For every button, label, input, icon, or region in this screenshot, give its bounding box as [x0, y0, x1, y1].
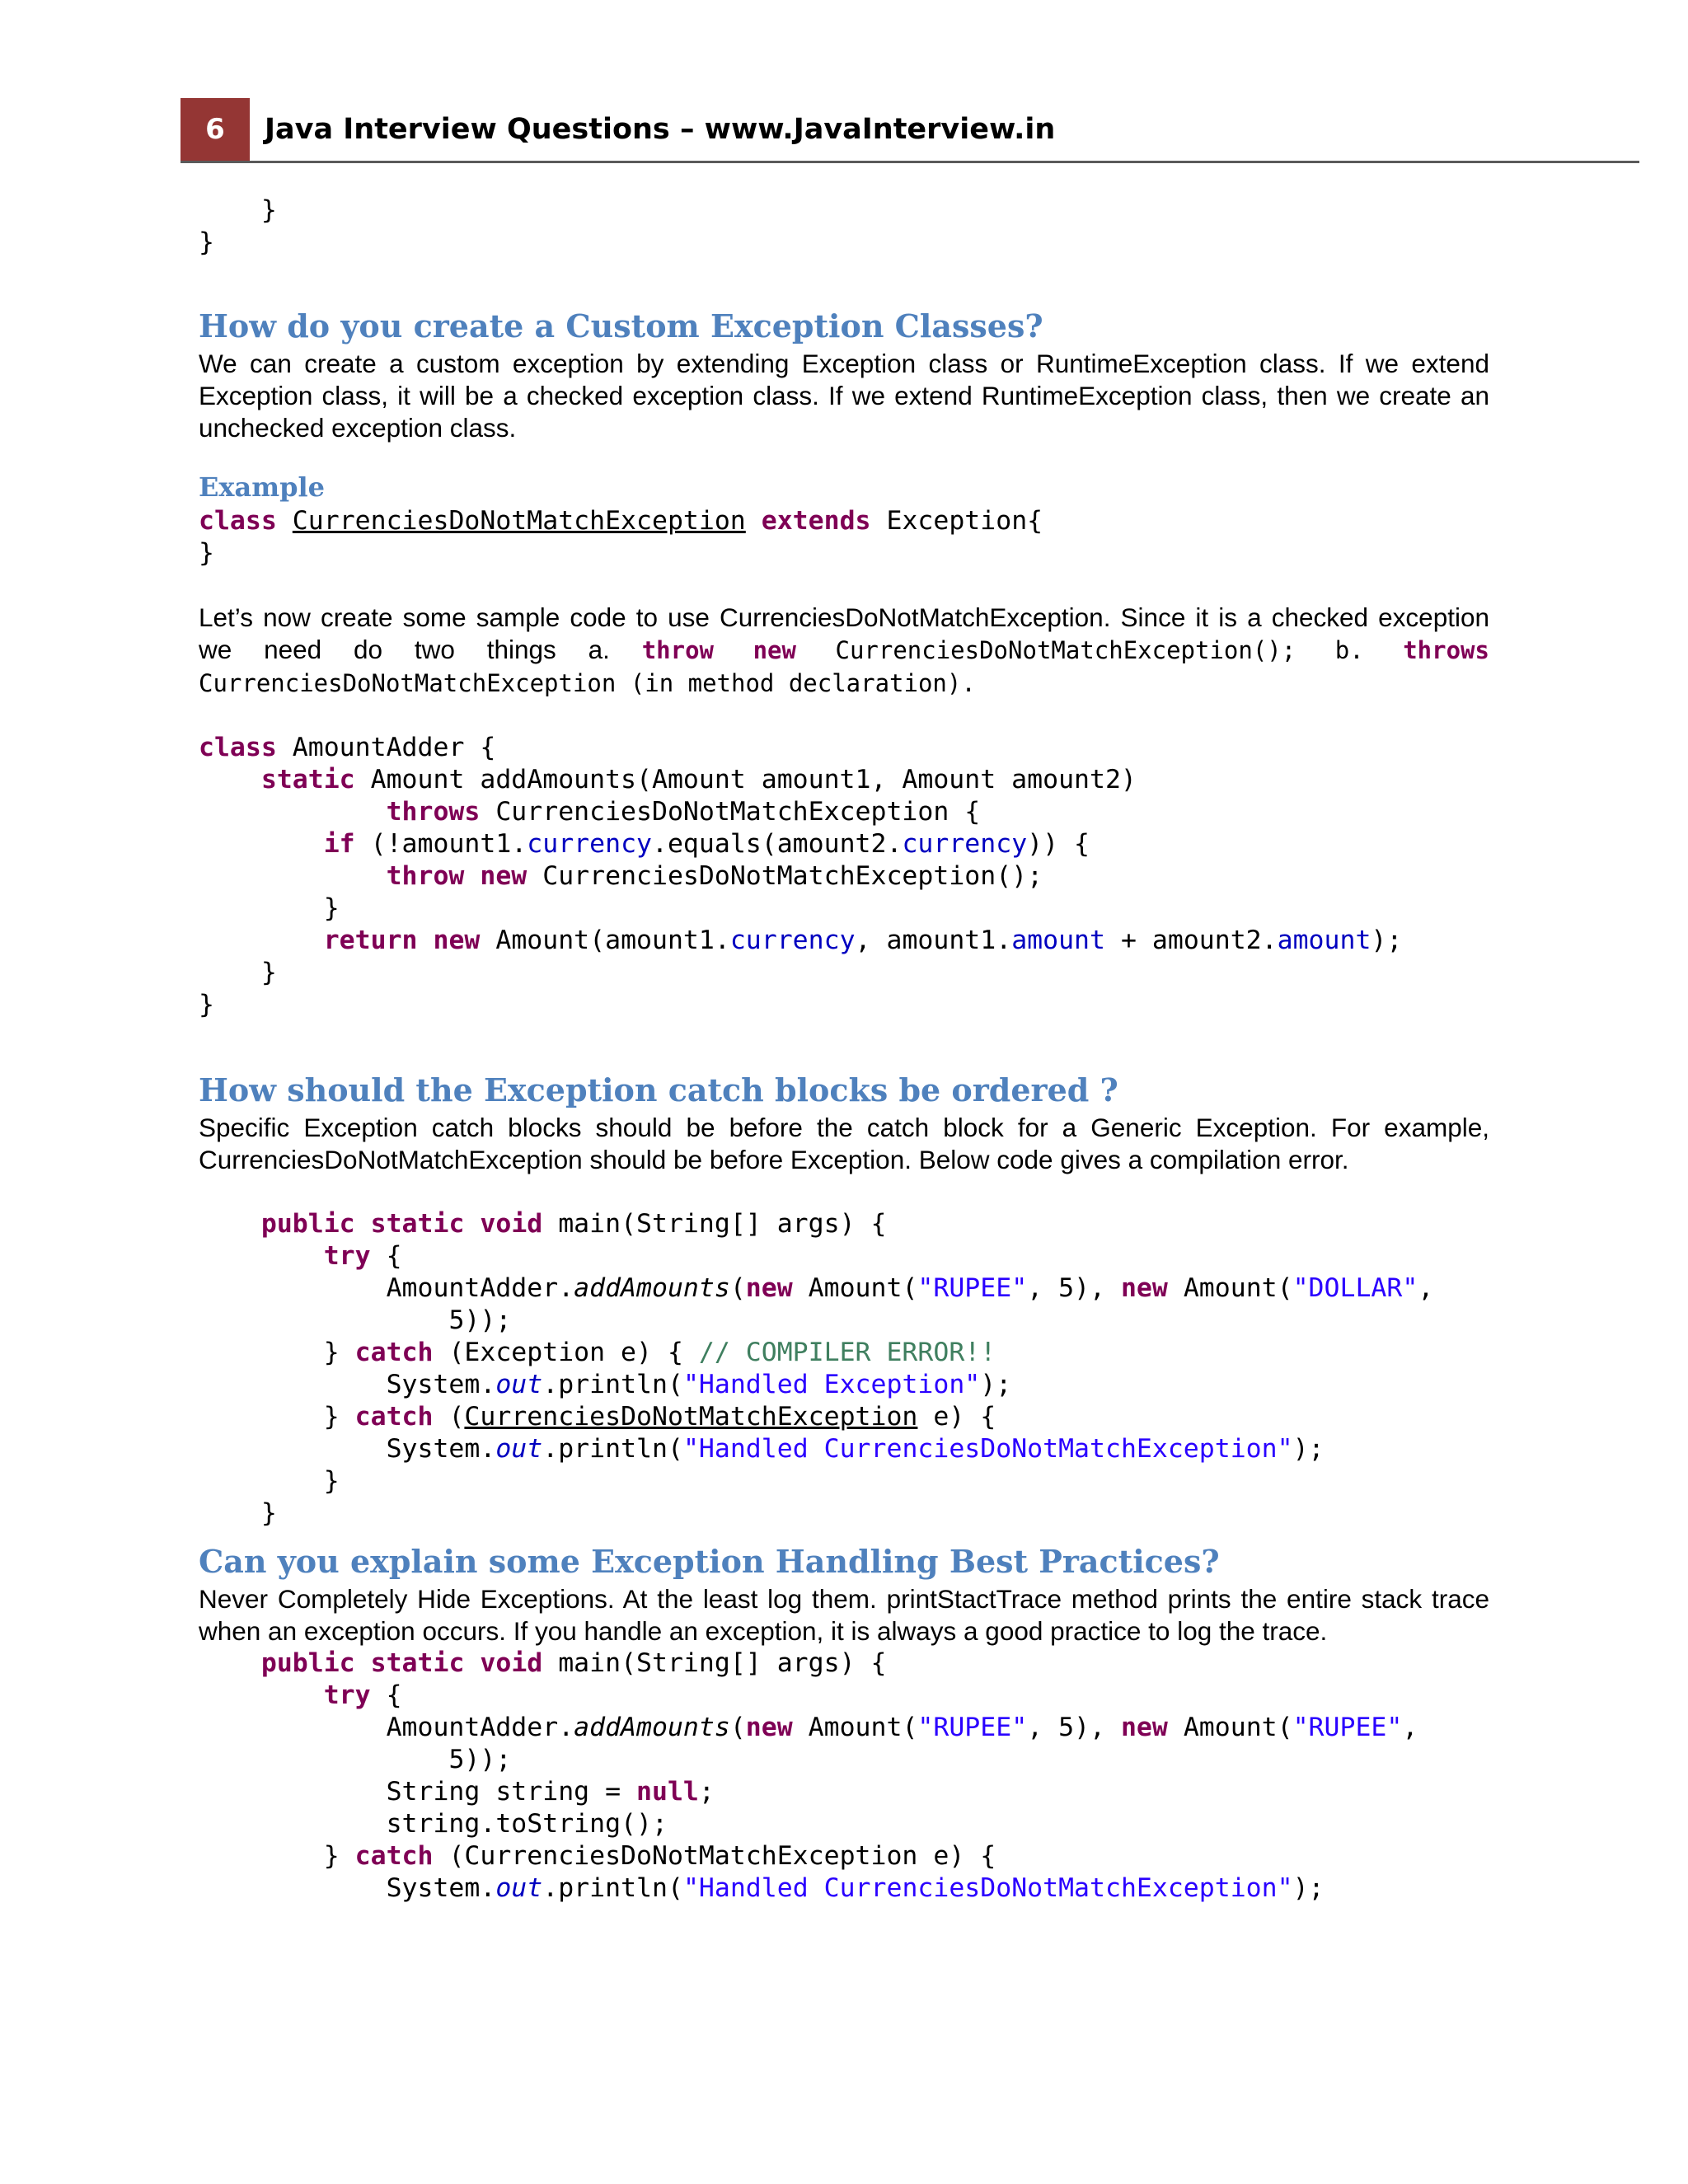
code-block-amount-adder: class AmountAdder { static Amount addAmounts(Amount amount1, Amount amount2) throws CurrenciesDoNotMatchException { if (!amount1.currency.equals(amount2.currency)) { throw new CurrenciesDoNotMatchException(); } return new Amount(amount1.currency, amount1.amount + amount2.amount); } } [199, 733, 1403, 1019]
header-title: Java Interview Questions – www.JavaInterview.in [265, 113, 1056, 146]
paragraph-catch-order: Specific Exception catch blocks should be before the catch block for a Generic Exception. For example, CurrenciesDoNotMatchException should be before Exception. Below code gives a compilation error. [199, 1113, 1489, 1174]
paragraph-custom-exception: We can create a custom exception by extending Exception class or RuntimeException class. If we extend Exception class, it will be a checked exception class. If we extend RuntimeException class, then we create an unchecked exception class. [199, 349, 1489, 443]
page-content [199, 194, 1489, 1905]
code-block-best-practices: public static void main(String[] args) { try { AmountAdder.addAmounts(new Amount("RUPEE", 5), new Amount("RUPEE", 5)); String string = null; string.toString(); } catch (CurrenciesDoNotMatchException e) { System.out.println("Handled CurrenciesDoNotMatchException"); [260, 1648, 1418, 1903]
page-number: 6 [181, 98, 250, 161]
paragraph-checked-exception-usage: Let’s now create some sample code to use CurrenciesDoNotMatchException. Since it is a checked exception we need do two things a. throw new CurrenciesDoNotMatchException(); b. throws CurrenciesDoNotMatchException (in method declaration). [199, 602, 1489, 697]
question-heading-catch-order: How should the Exception catch blocks be ordered ? [199, 1071, 1118, 1108]
page-header [181, 98, 1639, 163]
question-heading-custom-exception: How do you create a Custom Exception Classes? [199, 307, 1043, 344]
example-heading: Example [199, 471, 325, 503]
code-block-continued: } } [199, 195, 277, 257]
code-block-custom-exception-class: class CurrenciesDoNotMatchException extends Exception{ } [199, 506, 1043, 568]
question-heading-best-practices: Can you explain some Exception Handling Best Practices? [199, 1543, 1220, 1580]
paragraph-best-practices: Never Completely Hide Exceptions. At the least log them. printStactTrace method prints the entire stack trace when an exception occurs. If you handle an exception, it is always a good practice to log the trace. [199, 1584, 1489, 1646]
code-block-catch-order: public static void main(String[] args) { try { AmountAdder.addAmounts(new Amount("RUPEE", 5), new Amount("DOLLAR", 5)); } catch (Exception e) { // COMPILER ERROR!! System.out.println("Handled Exception"); } catch (CurrenciesDoNotMatchException e) { System.out.println("Handled CurrenciesDoNotMatchException"); } } [260, 1209, 1434, 1528]
